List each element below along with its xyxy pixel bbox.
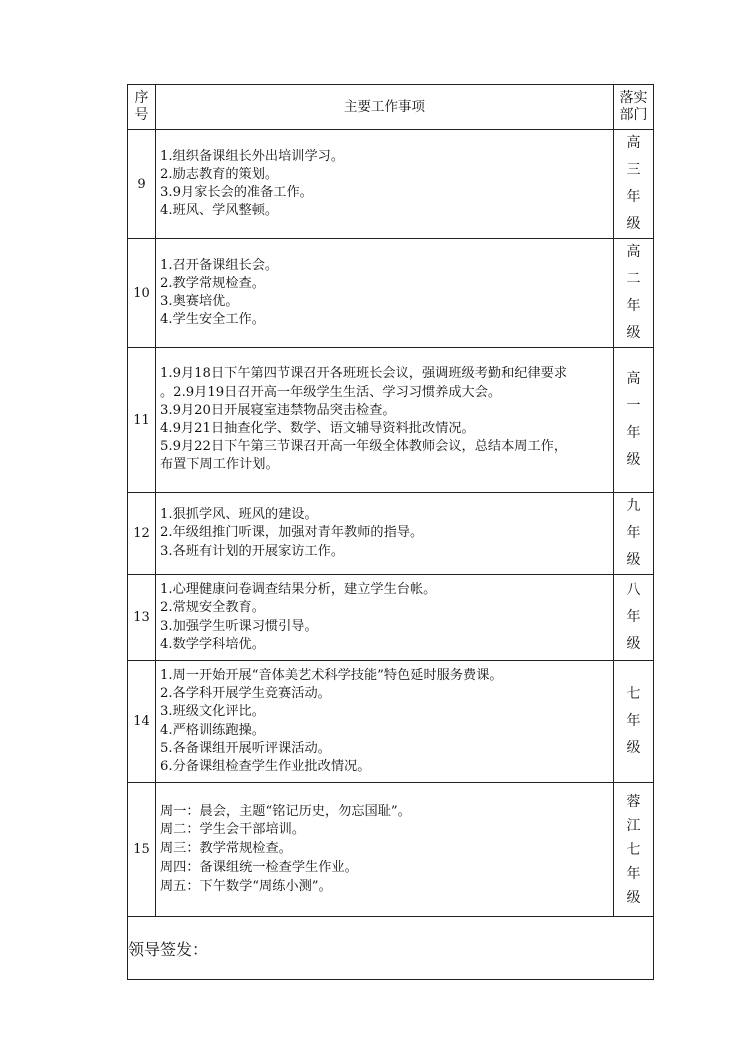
row-dept (614, 661, 654, 783)
table-row (128, 348, 654, 493)
list-item: 2.各学科开展学生竞赛活动。 (160, 686, 331, 702)
list-item: 2.常规安全教育。 (160, 600, 265, 616)
row-number: 13 (128, 575, 156, 661)
row-items (156, 130, 614, 239)
list-item: 1.周一开始开展“音体美艺术科学技能”特色延时服务费课。 (160, 667, 503, 683)
dept-char: 八 (626, 582, 641, 598)
list-item: 3.奥赛培优。 (160, 294, 239, 309)
dept-char: 级 (626, 740, 641, 756)
dept-char: 级 (626, 636, 641, 652)
list-item: 周四：备课组统一检查学生作业。 (160, 859, 358, 875)
row-number: 11 (128, 348, 156, 493)
list-item: 4.9月21日抽查化学、数学、语文辅导资料批改情况。 (160, 421, 475, 436)
list-item: 1.组织备课组长外出培训学习。 (160, 148, 345, 164)
dept-char: 级 (626, 325, 641, 341)
list-item: 5.各备课组开展听评课活动。 (160, 740, 331, 756)
list-item: 6.分备课组检查学生作业批改情况。 (160, 758, 371, 774)
list-item: 周三：教学常规检查。 (160, 841, 292, 857)
list-item: 布置下周工作计划。 (160, 457, 279, 473)
work-plan-table (127, 84, 654, 980)
list-item: 周五：下午数学“周练小测”。 (160, 878, 332, 894)
signature-label: 领导签发： (128, 917, 654, 980)
list-item: 4.学生安全工作。 (160, 312, 265, 328)
list-item: 周一：晨会，主题“铭记历史，勿忘国耻”。 (160, 803, 411, 819)
list-item: 1.召开备课组长会。 (160, 257, 279, 273)
row-number: 14 (128, 661, 156, 783)
dept-char: 二 (626, 271, 641, 287)
list-item: 3.各班有计划的开展家访工作。 (160, 543, 345, 559)
list-item: 。2.9月19日召开高一年级学生生活、学习习惯养成大会。 (160, 384, 502, 400)
table-row (128, 239, 654, 348)
dept-char: 级 (626, 216, 641, 232)
list-item: 3.加强学生听课习惯引导。 (160, 618, 318, 634)
row-dept (614, 575, 654, 661)
row-dept (614, 493, 654, 575)
list-item: 2.年级组推门听课，加强对青年教师的指导。 (160, 525, 424, 541)
row-items (156, 239, 614, 348)
dept-char: 年 (626, 609, 641, 625)
table-row (128, 783, 654, 917)
dept-char: 高 (626, 244, 641, 260)
dept-char: 三 (626, 162, 641, 178)
row-items (156, 575, 614, 661)
table-row (128, 493, 654, 575)
row-items (156, 661, 614, 783)
row-number: 12 (128, 493, 156, 575)
dept-char: 七 (626, 841, 641, 858)
list-item: 3.9月20日开展寝室违禁物品突击检查。 (160, 402, 396, 418)
dept-char: 年 (626, 713, 641, 729)
list-item: 2.教学常规检查。 (160, 275, 265, 291)
dept-char: 高 (626, 371, 641, 387)
header-main-title: 主要工作事项 (156, 85, 614, 130)
list-item: 5.9月22日下午第三节课召开高一年级全体教师会议，总结本周工作， (160, 439, 568, 455)
row-number: 9 (128, 130, 156, 239)
row-items (156, 493, 614, 575)
header-dept-line2: 部门 (619, 107, 648, 123)
dept-char: 高 (626, 135, 641, 151)
list-item: 3.班级文化评比。 (160, 704, 265, 720)
dept-char: 年 (626, 865, 641, 882)
table-row (128, 661, 654, 783)
dept-char: 年 (626, 425, 641, 441)
row-number: 10 (128, 239, 156, 348)
dept-char: 年 (626, 189, 641, 205)
list-item: 2.励志教育的策划。 (160, 166, 279, 182)
row-dept (614, 130, 654, 239)
list-item: 1.心理健康问卷调查结果分析，建立学生台帐。 (160, 582, 437, 598)
row-dept (614, 783, 654, 917)
header-dept-line1: 落实 (619, 90, 648, 106)
header-row (128, 85, 654, 130)
dept-char: 一 (626, 398, 641, 414)
header-seq-line1: 序 (134, 90, 149, 106)
list-item: 4.数学学科培优。 (160, 636, 265, 652)
dept-char: 级 (626, 452, 641, 468)
dept-char: 七 (626, 686, 641, 702)
row-items (156, 783, 614, 917)
row-dept (614, 239, 654, 348)
table-row (128, 575, 654, 661)
row-items (156, 348, 614, 493)
signature-row (128, 917, 654, 980)
dept-char: 年 (626, 298, 641, 314)
row-dept (614, 348, 654, 493)
row-number: 15 (128, 783, 156, 917)
list-item: 3.9月家长会的准备工作。 (160, 185, 313, 200)
list-item: 1.狠抓学风、班风的建设。 (160, 507, 318, 523)
list-item: 4.严格训练跑操。 (160, 722, 265, 738)
list-item: 1.9月18日下午第四节课召开各班班长会议，强调班级考勤和纪律要求 (160, 366, 568, 382)
header-seq-line2: 号 (134, 107, 149, 123)
dept-char: 江 (626, 817, 641, 834)
list-item: 4.班风、学风整顿。 (160, 203, 279, 219)
dept-char: 级 (626, 889, 641, 906)
header-dept-cell (614, 85, 654, 130)
header-seq-cell (128, 85, 156, 130)
list-item: 周二：学生会干部培训。 (160, 822, 306, 838)
dept-char: 蓉 (626, 793, 641, 810)
dept-char: 年 (626, 525, 641, 541)
table-row (128, 130, 654, 239)
dept-char: 九 (626, 498, 641, 514)
dept-char: 级 (626, 552, 641, 568)
